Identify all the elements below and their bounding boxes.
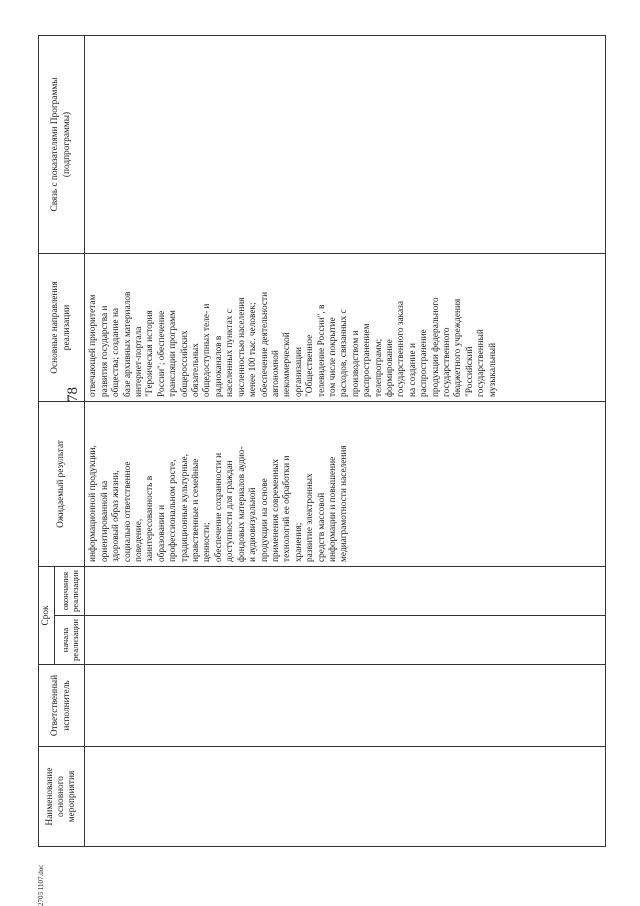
directions-text-line: отвечающей приоритетам bbox=[88, 294, 99, 397]
directions-text-line: обеспечение деятельности bbox=[259, 291, 270, 397]
expected-text-line: заинтересованность в bbox=[145, 475, 156, 562]
directions-text-line: распространение bbox=[419, 329, 430, 397]
directions-text-line: на создание и bbox=[407, 343, 418, 397]
cell-directions bbox=[85, 253, 606, 401]
expected-text-line: доступности для граждан bbox=[225, 460, 236, 562]
directions-text-line: некоммерческой bbox=[282, 332, 293, 397]
directions-text-line: общедоступных теле- и bbox=[202, 303, 213, 397]
header-responsible bbox=[39, 665, 85, 747]
expected-text-line: ориентированной на bbox=[99, 480, 110, 562]
cell-name bbox=[85, 747, 606, 847]
header-link bbox=[39, 35, 85, 253]
expected-text-line: традиционные культурные, bbox=[179, 454, 190, 562]
expected-text-line: профессиональном росте, bbox=[168, 459, 179, 562]
cell-start bbox=[85, 616, 606, 665]
header-term: Срок bbox=[39, 566, 55, 664]
directions-text-line: численностью населения bbox=[236, 297, 247, 397]
directions-text-line: менее 100 тыс. человек; bbox=[248, 302, 259, 397]
directions-text-line: интернет-портала bbox=[134, 326, 145, 397]
directions-text-line: том числе покрытие bbox=[327, 317, 338, 397]
directions-text-line: населенных пунктах с bbox=[225, 309, 236, 397]
header-name-line-2: основного мероприятия bbox=[56, 770, 78, 823]
directions-text-line: базе архивных материалов bbox=[122, 291, 133, 397]
header-responsible-line-2: исполнитель bbox=[61, 680, 72, 731]
expected-text-line: и аудиовизуальной bbox=[248, 487, 259, 562]
directions-text-line: продукции федерального bbox=[430, 297, 441, 397]
cell-expected bbox=[85, 401, 606, 566]
header-expected: Ожидаемый результат bbox=[39, 401, 85, 566]
directions-text-line: расходов, связанных с bbox=[339, 309, 350, 397]
directions-text-line: государственный bbox=[476, 329, 487, 397]
directions-text-line: автономной bbox=[270, 350, 281, 397]
expected-text-line: фондовых материалов аудио- bbox=[236, 446, 247, 562]
directions-text-line: распространением bbox=[362, 323, 373, 397]
header-end bbox=[55, 566, 85, 615]
directions-text-line: развития государства и bbox=[99, 305, 110, 397]
header-end-line-1: окончания bbox=[59, 571, 70, 611]
directions-text-line: России"; обеспечение bbox=[156, 310, 167, 397]
directions-text-line: производством и bbox=[350, 330, 361, 397]
header-end-line-2: реализации bbox=[69, 570, 80, 612]
expected-text-line: технологий ее обработки и bbox=[282, 455, 293, 562]
expected-text-line: нравственные и семейные bbox=[191, 458, 202, 562]
directions-text-line: общества; создание на bbox=[111, 307, 122, 397]
directions-text-line: "Общественное bbox=[305, 334, 316, 397]
directions-text-line: "Российский bbox=[464, 346, 475, 397]
directions-text-line: бюджетного учреждения bbox=[453, 298, 464, 397]
directions-text-line: государственного заказа bbox=[396, 301, 407, 397]
document-code: 2703 1107.doc bbox=[37, 864, 45, 906]
directions-text-line: организации bbox=[293, 347, 304, 397]
cell-responsible bbox=[85, 665, 606, 747]
measures-table bbox=[38, 35, 606, 847]
expected-text-line: хранения; bbox=[293, 522, 304, 562]
header-directions bbox=[39, 253, 85, 401]
directions-text bbox=[85, 254, 502, 401]
expected-text bbox=[85, 402, 353, 566]
expected-text-line: информации и повышение bbox=[327, 456, 338, 562]
expected-text-line: здоровый образ жизни, bbox=[111, 470, 122, 562]
directions-text-line: "Героическая история bbox=[145, 310, 156, 397]
cell-link bbox=[85, 35, 606, 253]
header-link-line-1: Связь с показателями Программы bbox=[50, 77, 61, 212]
header-start-line-1: начала bbox=[59, 627, 70, 653]
measures-table-rotated bbox=[38, 36, 606, 847]
expected-text-line: поведение, bbox=[134, 518, 145, 562]
expected-text-line: информационной продукции, bbox=[88, 445, 99, 562]
header-link-line-2: (подпрограммы) bbox=[61, 111, 72, 178]
expected-text-line: медиаграмотности населения bbox=[339, 445, 350, 562]
header-name-line-1: Наименование bbox=[44, 767, 55, 826]
header-directions-line-1: Основные направления bbox=[50, 281, 61, 374]
expected-text-line: развитие электронных bbox=[305, 473, 316, 562]
directions-text-line: государственного bbox=[442, 327, 452, 397]
directions-text-line: телевидение России", в bbox=[316, 304, 327, 397]
header-start bbox=[55, 616, 85, 665]
directions-text-line: радиоканалов в bbox=[213, 335, 224, 397]
expected-text-line: средств массовой bbox=[316, 492, 327, 562]
header-directions-line-2: реализации bbox=[61, 304, 72, 351]
directions-text-line: трансляции программ bbox=[168, 310, 179, 397]
header-start-line-2: реализации bbox=[69, 619, 80, 661]
directions-text-line: музыкальный bbox=[487, 342, 498, 397]
expected-text-line: продукции на основе bbox=[259, 478, 270, 562]
header-responsible-line-1: Ответственный bbox=[50, 674, 61, 737]
expected-text-line: социально ответственное bbox=[122, 461, 133, 562]
expected-text-line: образовании и bbox=[156, 504, 167, 562]
page-number: 78 bbox=[65, 387, 81, 402]
cell-end bbox=[85, 566, 606, 615]
directions-text-line: обязательных bbox=[191, 343, 202, 397]
header-name bbox=[39, 747, 85, 847]
expected-text-line: обеспечение сохранности и bbox=[213, 452, 224, 562]
expected-text-line: применения современных bbox=[270, 458, 281, 562]
directions-text-line: телепрограмм; bbox=[373, 338, 384, 397]
directions-text-line: формирование bbox=[384, 339, 395, 397]
table-row bbox=[85, 35, 606, 846]
expected-text-line: ценности; bbox=[202, 522, 213, 562]
directions-text-line: общероссийских bbox=[179, 330, 190, 397]
